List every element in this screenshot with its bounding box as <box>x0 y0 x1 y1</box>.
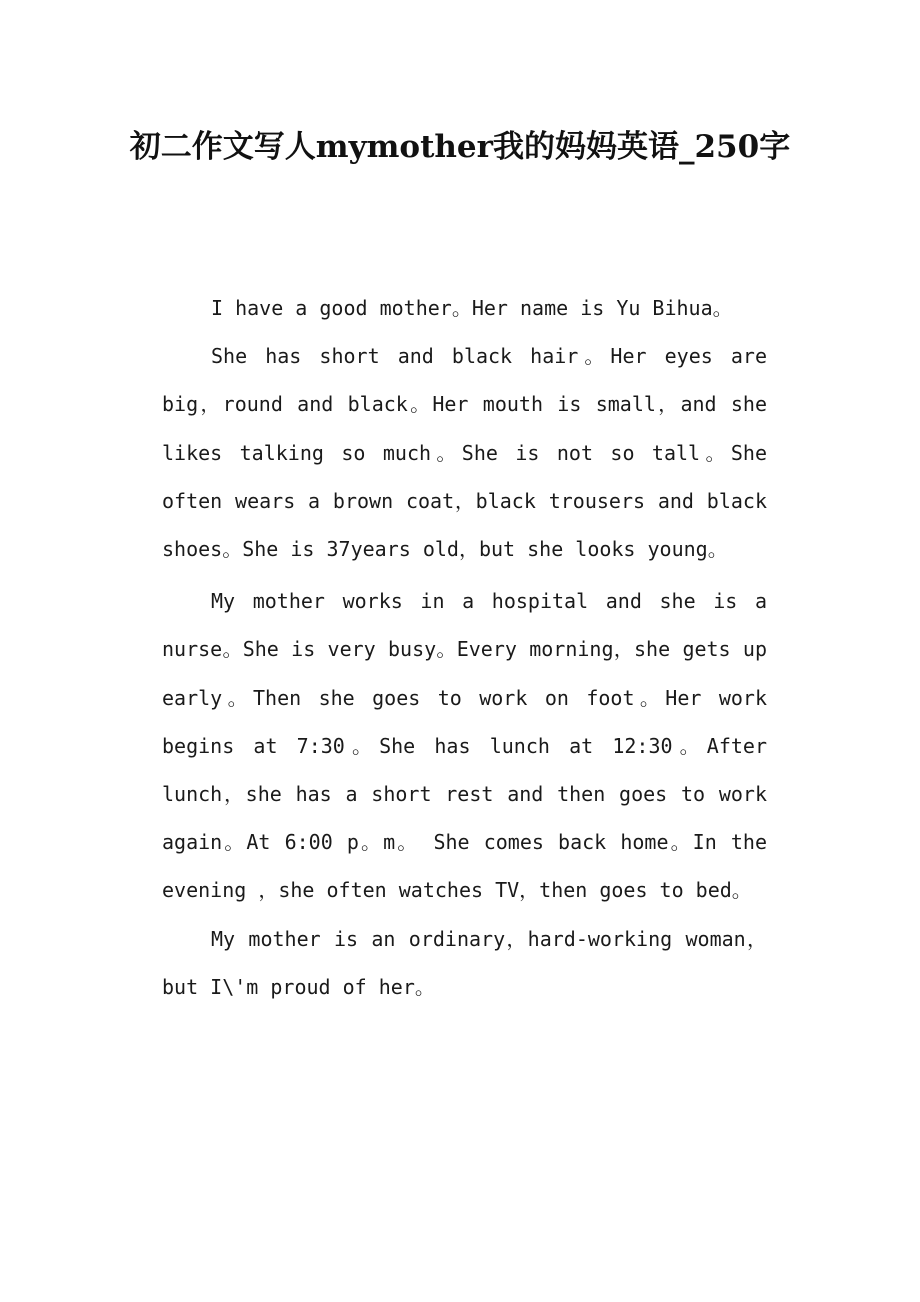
paragraph-daily-routine: My mother works in a hospital and she is a nurse。She is very busy。Every morning，she gets up early。Then she goes to work on foot。Her work begins at 7:30。She has lunch at 12:30。After lunch，she has a short rest and then goes to work again。At 6:00 p。m。 She comes back home。In the evening ，she often watches TV，then goes to bed。 <box>162 589 767 903</box>
document-body <box>162 284 767 1011</box>
paragraph-conclusion: My mother is an ordinary，hard-working woman，but I\'m proud of her。 <box>162 926 767 999</box>
paragraph-appearance: She has short and black hair。Her eyes are big，round and black。Her mouth is small，and she likes talking so much。She is not so tall。She often wears a brown coat，black trousers and black shoes。She is 37years old，but she looks young。 <box>162 344 767 562</box>
document-title: 初二作文写人mymother我的妈妈英语_250字 <box>129 129 791 165</box>
paragraph-intro: I have a good mother。Her name is Yu Bihua。 <box>211 296 733 320</box>
